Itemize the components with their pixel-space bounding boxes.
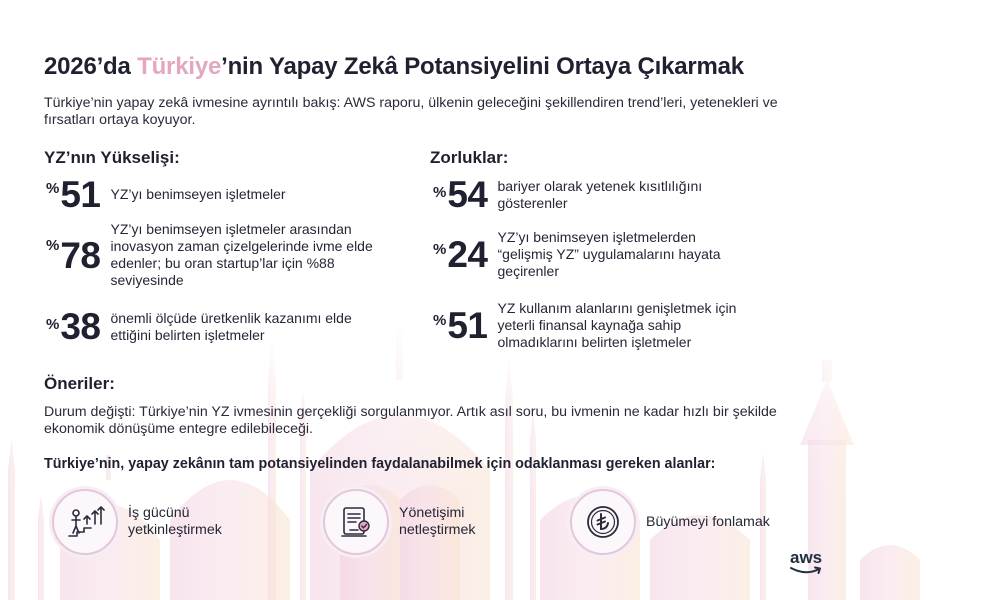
focus-icon-circle	[52, 489, 118, 555]
focus-label-line-1: Büyümeyi fonlamak	[646, 513, 770, 530]
aws-logo	[790, 548, 824, 575]
page-title	[44, 53, 744, 81]
stat-percent-sign: %	[433, 184, 447, 201]
stat-value: 24	[447, 234, 488, 275]
stat-value: 51	[447, 305, 488, 346]
challenge-stat-1	[433, 176, 773, 213]
stat-description: YZ’yı benimseyen işletmeler arasından inovasyon zaman çizelgelerinde ivme elde edenler; bu oran startup’lar için %88 seviyesinde	[110, 221, 373, 288]
focus-item-governance	[323, 489, 475, 555]
focus-label	[646, 514, 770, 531]
focus-areas-heading: Türkiye’nin, yapay zekânın tam potansiyelinden faydalanabilmek için odaklanması gereken alanlar:	[44, 456, 716, 472]
challenge-stat-2	[433, 229, 773, 280]
intro-paragraph: Türkiye’nin yapay zekâ ivmesine ayrıntılı bakış: AWS raporu, ülkenin geleceğini şekillendiren trend’leri, yetenekleri ve fırsatları ortaya koyuyor.	[44, 95, 778, 128]
title-prefix: 2026’da	[44, 53, 138, 80]
focus-label-line-2: netleştirmek	[399, 522, 476, 538]
focus-label	[399, 505, 475, 539]
governance-document-icon	[336, 502, 376, 542]
stat-value: 38	[60, 306, 101, 347]
challenges-heading: Zorluklar:	[430, 148, 509, 167]
stat-value: 51	[60, 174, 101, 215]
rise-stat-1	[46, 176, 406, 213]
stat-percent-sign: %	[433, 241, 447, 258]
focus-label	[128, 505, 222, 539]
recommendations-heading: Öneriler:	[44, 374, 115, 393]
focus-item-workforce	[52, 489, 222, 555]
stat-percent-sign: %	[46, 237, 60, 254]
focus-label-line-2: yetkinleştirmek	[128, 522, 222, 538]
focus-item-funding	[570, 489, 770, 555]
stat-value: 54	[447, 174, 488, 215]
stat-percent-sign: %	[46, 180, 60, 197]
rise-stat-2	[46, 221, 406, 289]
stat-description: YZ’yı benimseyen işletmeler	[110, 186, 286, 202]
workforce-growth-icon	[65, 502, 105, 542]
turkish-lira-coin-icon	[583, 502, 623, 542]
stat-description: YZ kullanım alanlarını genişletmek için yeterli finansal kaynağa sahip olmadıklarını belirten işletmeler	[497, 300, 737, 350]
challenge-stat-3	[433, 300, 773, 351]
title-accent-turkiye: Türkiye	[137, 53, 222, 80]
rise-stat-3	[46, 308, 406, 345]
stat-percent-sign: %	[46, 316, 60, 333]
focus-icon-circle	[323, 489, 389, 555]
rise-heading: YZ’nın Yükselişi:	[44, 148, 180, 167]
stat-percent-sign: %	[433, 312, 447, 329]
focus-icon-circle	[570, 489, 636, 555]
title-suffix: ’nin Yapay Zekâ Potansiyelini Ortaya Çıkarmak	[221, 53, 744, 80]
stat-value: 78	[60, 234, 101, 276]
stat-description: bariyer olarak yetenek kısıtlılığını gösterenler	[497, 177, 703, 211]
stat-description: önemli ölçüde üretkenlik kazanımı elde ettiğini belirten işletmeler	[110, 309, 352, 343]
recommendations-paragraph: Durum değişti: Türkiye’nin YZ ivmesinin gerçekliği sorgulanmıyor. Artık asıl soru, bu ivmenin ne kadar hızlı bir şekilde ekonomik dönüşüme entegre edilebileceği.	[44, 404, 777, 437]
stat-description: YZ’yı benimseyen işletmelerden “gelişmiş YZ” uygulamalarını hayata geçirenler	[497, 229, 721, 279]
focus-label-line-1: Yönetişimi	[399, 505, 465, 521]
focus-label-line-1: İş gücünü	[128, 505, 190, 521]
aws-logo-text: aws	[790, 548, 823, 567]
